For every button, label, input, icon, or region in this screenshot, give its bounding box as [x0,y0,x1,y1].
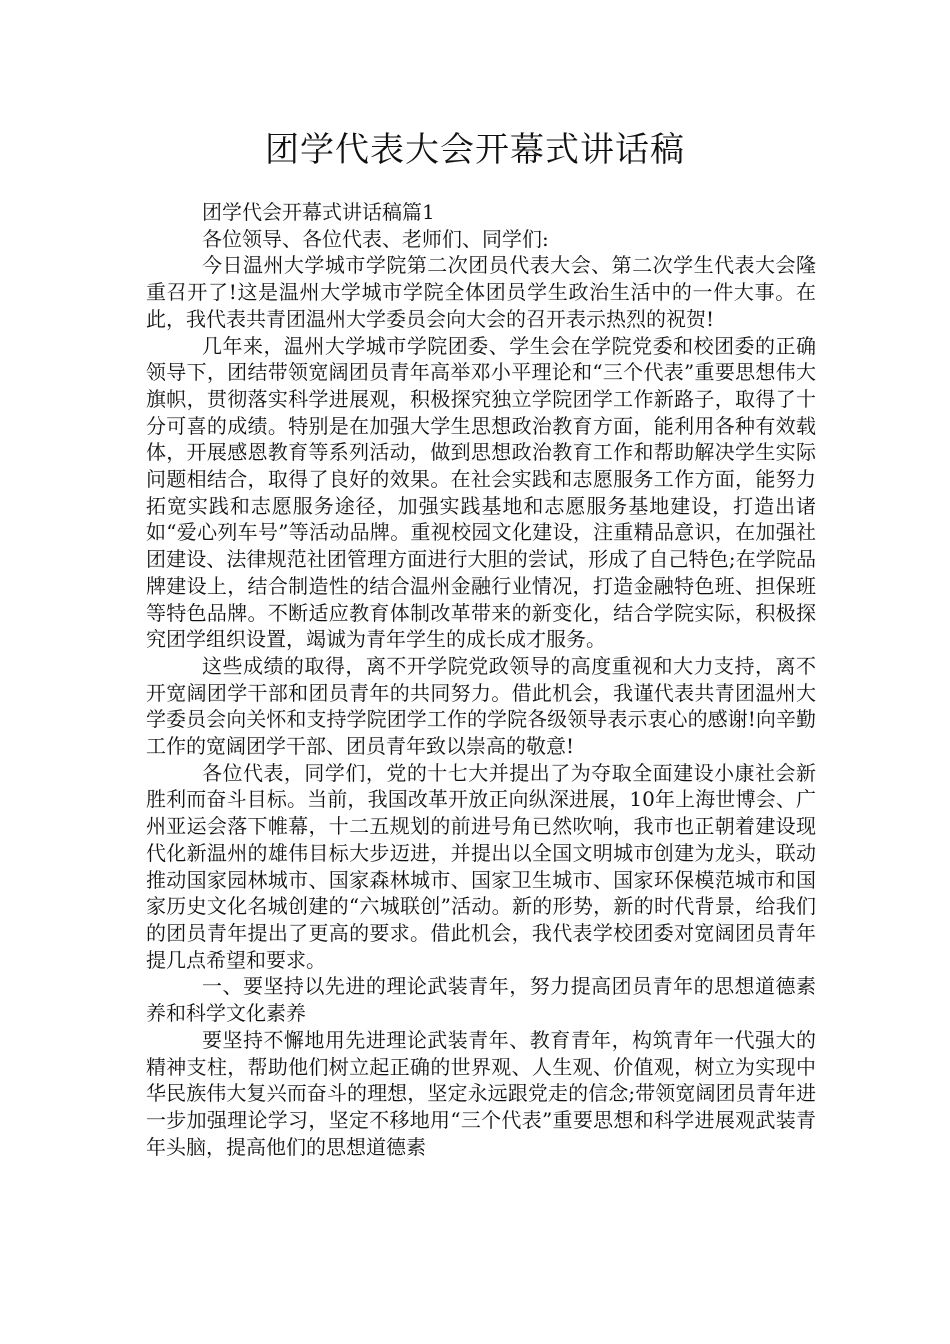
body-paragraph: 各位代表，同学们，党的十七大并提出了为夺取全面建设小康社会新胜利而奋斗目标。当前，我国改革开放正向纵深进展，10年上海世博会、广州亚运会落下帷幕，十二五规划的前进号角已然吹响，我市也正朝着建设现代化新温州的雄伟目标大步迈进，并提出以全国文明城市创建为龙头，联动推动国家园林城市、国家森林城市、国家卫生城市、国家环保模范城市和国家历史文化名城创建的“六城联创”活动。新的形势，新的时代背景，给我们的团员青年提出了更高的要求。借此机会，我代表学校团委对宽阔团员青年提几点希望和要求。 [146,760,816,972]
body-paragraph: 这些成绩的取得，离不开学院党政领导的高度重视和大力支持，离不开宽阔团学干部和团员青年的共同努力。借此机会，我谨代表共青团温州大学委员会向关怀和支持学院团学工作的学院各级领导表示衷心的感谢!向辛勤工作的宽阔团学干部、团员青年致以崇高的敬意! [146,653,816,759]
section-heading: 团学代会开幕式讲话稿篇1 [202,200,435,224]
body-paragraph: 今日温州大学城市学院第二次团员代表大会、第二次学生代表大会隆重召开了!这是温州大学城市学院全体团员学生政治生活中的一件大事。在此，我代表共青团温州大学委员会向大会的召开表示热烈的祝贺! [146,253,816,331]
document-title: 团学代表大会开幕式讲话稿 [265,130,685,170]
body-paragraph: 要坚持不懈地用先进理论武装青年、教育青年，构筑青年一代强大的精神支柱，帮助他们树立起正确的世界观、人生观、价值观，树立为实现中华民族伟大复兴而奋斗的理想，坚定永远跟党走的信念;带领宽阔团员青年进一步加强理论学习，坚定不移地用“三个代表”重要思想和科学进展观武装青年头脑，提高他们的思想道德素 [146,1027,816,1159]
salutation: 各位领导、各位代表、老师们、同学们: [202,226,549,251]
subheading: 一、要坚持以先进的理论武装青年，努力提高团员青年的思想道德素养和科学文化素养 [146,974,816,1026]
body-paragraph: 几年来，温州大学城市学院团委、学生会在学院党委和校团委的正确领导下，团结带领宽阔团员青年高举邓小平理论和“三个代表”重要思想伟大旗帜，贯彻落实科学进展观，积极探究独立学院团学工作新路子，取得了十分可喜的成绩。特别是在加强大学生思想政治教育方面，能利用各种有效载体，开展感恩教育等系列活动，做到思想政治教育工作和帮助解决学生实际问题相结合，取得了良好的效果。在社会实践和志愿服务工作方面，能努力拓宽实践和志愿服务途径，加强实践基地和志愿服务基地建设，打造出诸如“爱心列车号”等活动品牌。重视校园文化建设，注重精品意识，在加强社团建设、法律规范社团管理方面进行大胆的尝试，形成了自己特色;在学院品牌建设上，结合制造性的结合温州金融行业情况，打造金融特色班、担保班等特色品牌。不断适应教育体制改革带来的新变化，结合学院实际，积极探究团学组织设置，竭诚为青年学生的成长成才服务。 [146,333,816,652]
document-body [146,199,816,1160]
